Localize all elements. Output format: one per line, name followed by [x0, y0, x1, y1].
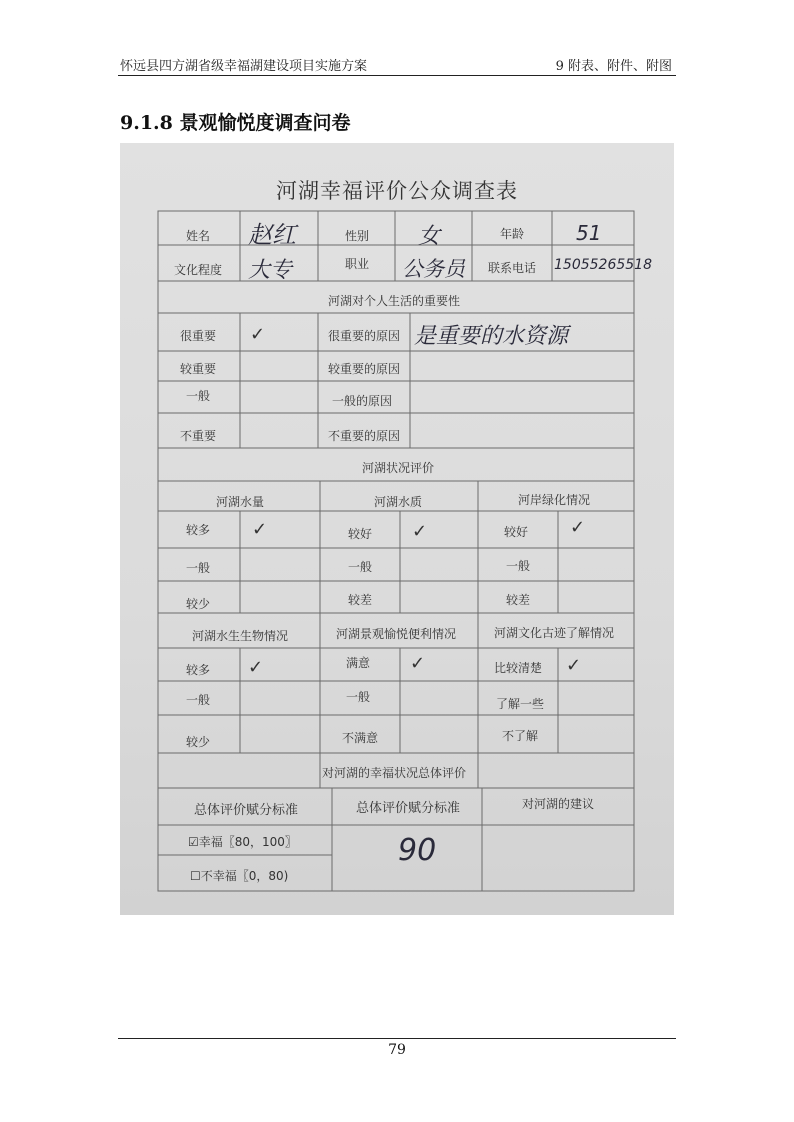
status-header: 河岸绿化情况 [518, 493, 591, 507]
option-label: 较少 [186, 597, 211, 611]
overall-col3-header: 对河湖的建议 [522, 797, 595, 811]
check-mark: ✓ [252, 519, 268, 540]
header-chapter: 9 附表、附件、附图 [555, 59, 672, 74]
option-label: 一般 [348, 560, 373, 574]
gender-value: 女 [418, 224, 441, 249]
reason-label: 很重要的原因 [328, 329, 401, 343]
option-label: 一般 [186, 693, 211, 707]
header-rule [118, 75, 676, 76]
option-label: 比较清楚 [494, 661, 543, 675]
option-label: 较多 [186, 663, 211, 677]
option-label: 了解一些 [496, 697, 545, 711]
reason-value: 是重要的水资源 [414, 324, 569, 349]
survey-photo [120, 143, 674, 915]
overall-score: 90 [398, 833, 437, 868]
importance-level: 很重要 [180, 329, 217, 343]
status-header: 河湖文化古迹了解情况 [494, 626, 615, 640]
phone-value: 15055265518 [554, 257, 652, 273]
overall-heading: 对河湖的幸福状况总体评价 [322, 766, 467, 780]
status-header: 河湖水量 [216, 495, 265, 509]
section-title: 9.1.8 景观愉悦度调查问卷 [120, 112, 351, 134]
gender-label: 性别 [345, 229, 370, 243]
status-header: 河湖景观愉悦便利情况 [336, 627, 457, 641]
importance-level: 一般 [186, 389, 211, 403]
page-number: 79 [388, 1042, 406, 1058]
option-label: 较差 [506, 593, 531, 607]
option-label: 一般 [186, 561, 211, 575]
option-label: 较少 [186, 735, 211, 749]
status-header: 河湖水质 [374, 495, 423, 509]
importance-heading: 河湖对个人生活的重要性 [328, 294, 461, 308]
happy-option: ☑幸福〖80，100〗 [188, 835, 297, 849]
option-label: 不满意 [342, 731, 379, 745]
phone-label: 联系电话 [488, 261, 537, 275]
page-header [118, 55, 676, 75]
overall-col2-header: 总体评价赋分标准 [356, 801, 461, 816]
age-value: 51 [576, 221, 602, 245]
header-doc-title: 怀远县四方湖省级幸福湖建设项目实施方案 [120, 59, 368, 74]
age-label: 年龄 [500, 227, 525, 241]
check-mark: ✓ [250, 324, 266, 345]
overall-col1-header: 总体评价赋分标准 [194, 803, 299, 818]
reason-label: 一般的原因 [332, 394, 393, 408]
check-mark: ✓ [412, 521, 428, 542]
option-label: 满意 [346, 656, 371, 670]
form-title: 河湖幸福评价公众调查表 [276, 179, 518, 203]
check-mark: ✓ [566, 655, 582, 676]
importance-level: 不重要 [180, 429, 217, 443]
job-label: 职业 [345, 257, 370, 271]
unhappy-option: ☐不幸福〖0，80) [190, 869, 289, 883]
option-label: 较好 [504, 525, 529, 539]
option-label: 较差 [348, 593, 373, 607]
check-mark: ✓ [410, 653, 426, 674]
name-value: 赵红 [248, 221, 296, 249]
option-label: 一般 [506, 559, 531, 573]
reason-label: 较重要的原因 [328, 362, 401, 376]
option-label: 不了解 [502, 729, 539, 743]
check-mark: ✓ [570, 517, 586, 538]
importance-level: 较重要 [180, 362, 217, 376]
check-mark: ✓ [248, 657, 264, 678]
option-label: 较多 [186, 523, 211, 537]
edu-value: 大专 [248, 258, 293, 283]
name-label: 姓名 [186, 229, 211, 243]
reason-label: 不重要的原因 [328, 429, 401, 443]
footer-rule [118, 1038, 676, 1039]
job-value: 公务员 [402, 257, 465, 281]
edu-label: 文化程度 [174, 263, 223, 277]
status-header: 河湖水生生物情况 [192, 629, 289, 643]
option-label: 较好 [348, 527, 373, 541]
option-label: 一般 [346, 690, 371, 704]
status-heading: 河湖状况评价 [362, 461, 435, 475]
